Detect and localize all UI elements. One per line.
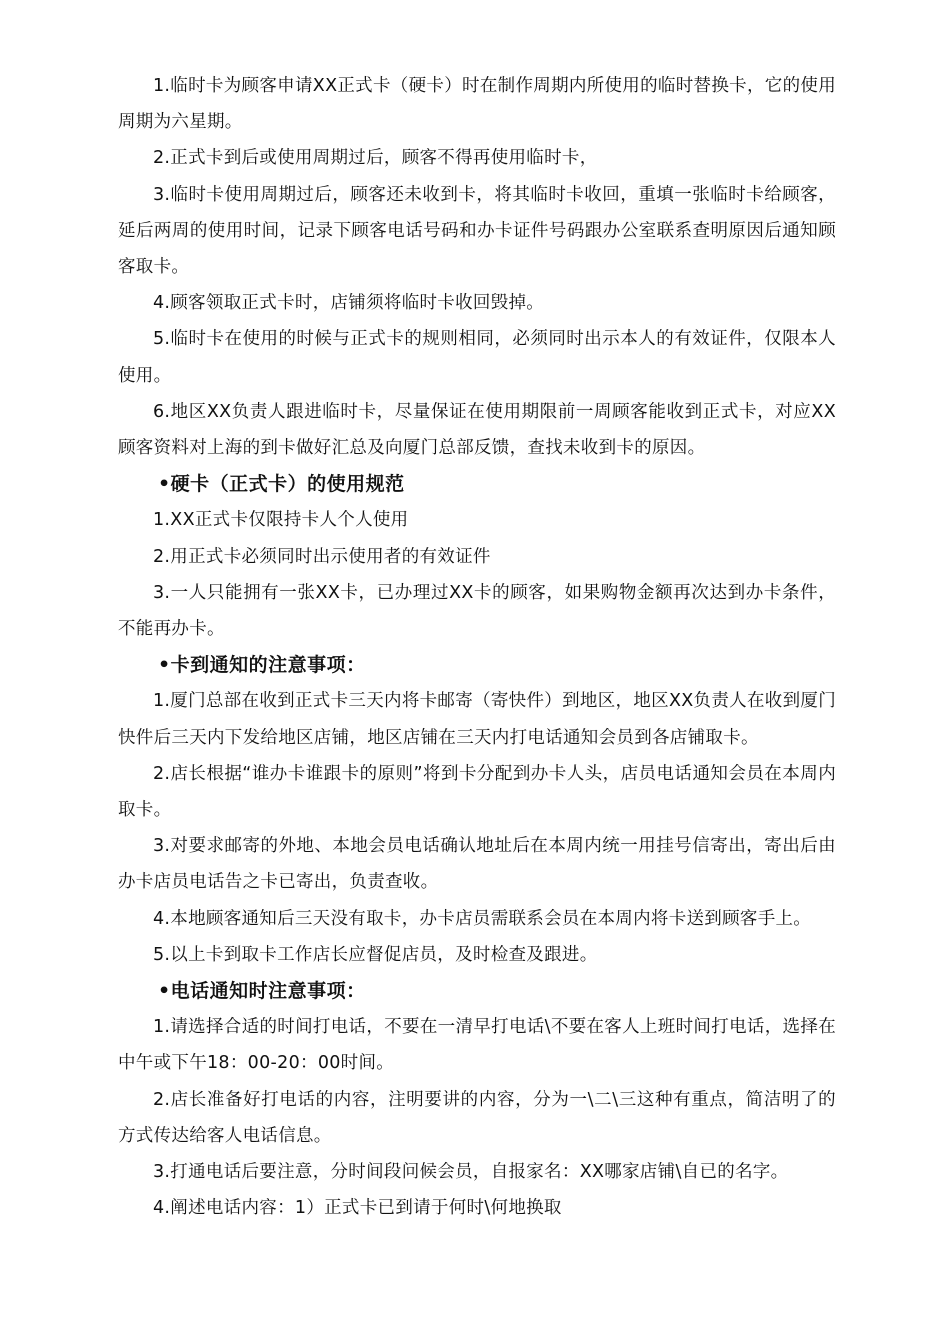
section-heading-phone-notice: •电话通知时注意事项： [158, 980, 366, 1003]
paragraph: 2.用正式卡必须同时出示使用者的有效证件 [153, 546, 491, 567]
paragraph: 3.临时卡使用周期过后，顾客还未收到卡，将其临时卡收回，重填一张临时卡给顾客，延后两周的使用时间，记录下顾客电话号码和办卡证件号码跟办公室联系查明原因后通知顾客取卡。 [118, 184, 836, 278]
paragraph: 1.XX正式卡仅限持卡人个人使用 [153, 510, 409, 531]
section-heading-hard-card: •硬卡（正式卡）的使用规范 [158, 473, 405, 496]
paragraph: 6.地区XX负责人跟进临时卡，尽量保证在使用期限前一周顾客能收到正式卡，对应XX顾客资料对上海的到卡做好汇总及向厦门总部反馈，查找未收到卡的原因。 [118, 401, 836, 459]
paragraph: 1.临时卡为顾客申请XX正式卡（硬卡）时在制作周期内所使用的临时替换卡，它的使用周期为六星期。 [118, 76, 836, 133]
paragraph: 4.顾客领取正式卡时，店铺须将临时卡收回毁掉。 [153, 293, 545, 314]
paragraph: 2.店长准备好打电话的内容，注明要讲的内容，分为一\二\三这种有重点，简洁明了的方式传达给客人电话信息。 [118, 1089, 836, 1146]
paragraph: 5.以上卡到取卡工作店长应督促店员，及时检查及跟进。 [153, 944, 598, 965]
paragraph: 1.厦门总部在收到正式卡三天内将卡邮寄（寄快件）到地区，地区XX负责人在收到厦门快件后三天内下发给地区店铺，地区店铺在三天内打电话通知会员到各店铺取卡。 [118, 691, 836, 748]
section-heading-card-arrival: •卡到通知的注意事项： [158, 654, 366, 677]
paragraph: 5.临时卡在使用的时候与正式卡的规则相同，必须同时出示本人的有效证件，仅限本人使用。 [118, 329, 836, 386]
paragraph: 4.阐述电话内容：1）正式卡已到请于何时\何地换取 [153, 1198, 562, 1219]
paragraph: 2.正式卡到后或使用周期过后，顾客不得再使用临时卡， [153, 148, 598, 169]
paragraph: 3.一人只能拥有一张XX卡，已办理过XX卡的顾客，如果购物金额再次达到办卡条件，不能再办卡。 [118, 582, 836, 640]
paragraph: 2.店长根据“谁办卡谁跟卡的原则”将到卡分配到办卡人头，店员电话通知会员在本周内取卡。 [118, 763, 836, 821]
document-body [118, 68, 836, 1227]
paragraph: 3.对要求邮寄的外地、本地会员电话确认地址后在本周内统一用挂号信寄出，寄出后由办卡店员电话告之卡已寄出，负责查收。 [118, 836, 836, 893]
paragraph: 4.本地顾客通知后三天没有取卡，办卡店员需联系会员在本周内将卡送到顾客手上。 [153, 908, 812, 929]
paragraph: 1.请选择合适的时间打电话，不要在一清早打电话\不要在客人上班时间打电话，选择在中午或下午18：00-20：00时间。 [118, 1017, 836, 1074]
paragraph: 3.打通电话后要注意，分时间段问候会员，自报家名：XX哪家店铺\自已的名字。 [153, 1162, 789, 1183]
